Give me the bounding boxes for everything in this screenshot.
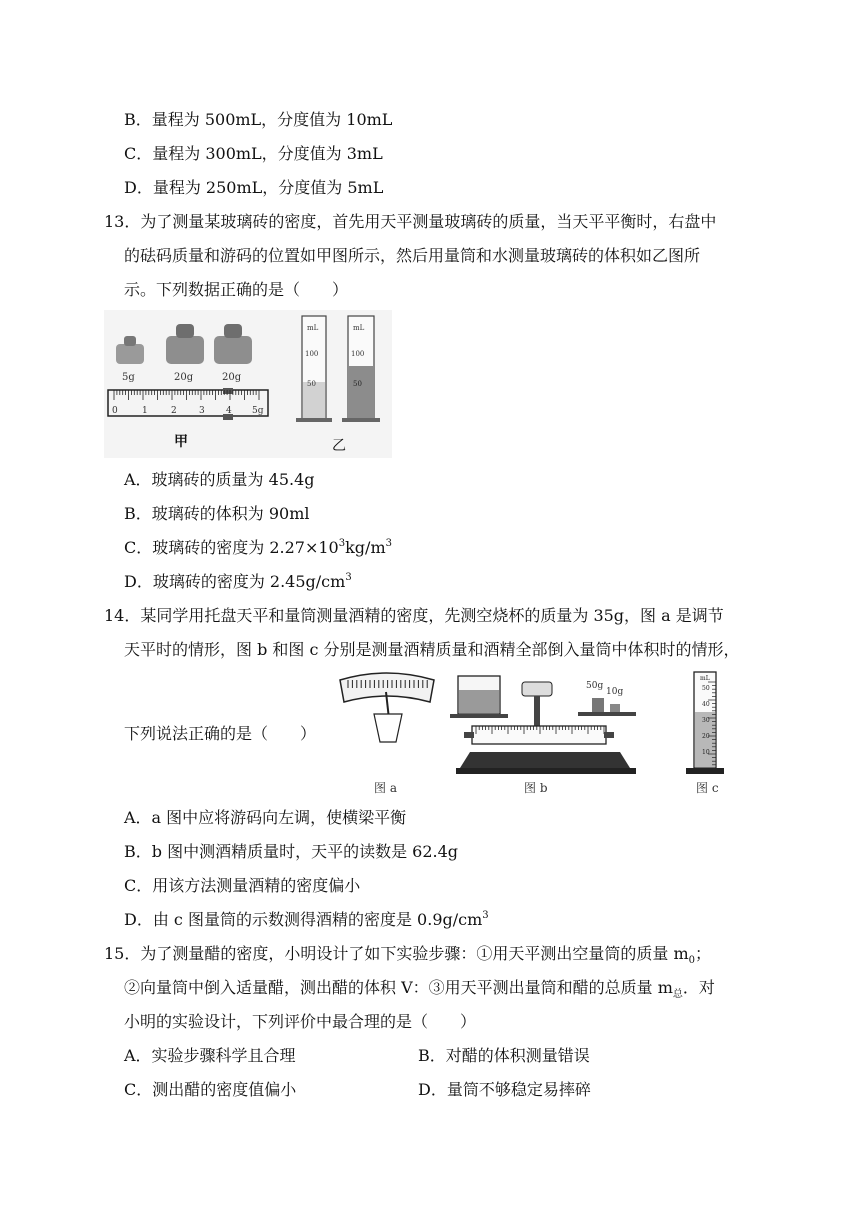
cylc-40: 40 bbox=[702, 701, 710, 708]
q13-stem-line3: 示。下列数据正确的是（ ） bbox=[124, 280, 349, 299]
q14-option-b: B．b 图中测酒精质量时，天平的读数是 62.4g bbox=[124, 842, 459, 861]
cyl1-mark-100: 100 bbox=[305, 350, 319, 358]
cyl2-mark-100: 100 bbox=[351, 350, 365, 358]
q15-option-a: A．实验步骤科学且合理 bbox=[124, 1046, 296, 1065]
scale-tick-4: 4 bbox=[226, 406, 232, 416]
scale-tick-3: 3 bbox=[199, 406, 205, 416]
weight-label-20g-a: 20g bbox=[174, 372, 194, 383]
q15-option-d: D．量筒不够稳定易摔碎 bbox=[418, 1080, 591, 1099]
figure-label-c: 图 c bbox=[696, 781, 719, 795]
weight-label-10g: 10g bbox=[606, 687, 624, 697]
balance-pointer-icon bbox=[340, 673, 434, 742]
scale-tick-5g: 5g bbox=[252, 406, 264, 416]
q13-stem-line1: 13．为了测量某玻璃砖的密度，首先用天平测量玻璃砖的质量，当天平平衡时，右盘中 bbox=[104, 212, 717, 231]
cyl1-mark-50: 50 bbox=[307, 380, 316, 388]
q12-option-c: C．量程为 300mL，分度值为 3mL bbox=[124, 144, 383, 163]
q14-stem-line2: 天平时的情形，图 b 和图 c 分别是测量酒精质量和酒精全部倒入量筒中体积时的情形， bbox=[124, 640, 740, 659]
q14-option-a: A．a 图中应将游码向左调，使横梁平衡 bbox=[124, 808, 407, 827]
cylc-30: 30 bbox=[702, 717, 710, 724]
q13-stem-line2: 的砝码质量和游码的位置如甲图所示，然后用量筒和水测量玻璃砖的体积如乙图所 bbox=[124, 246, 701, 265]
scale-tick-0: 0 bbox=[112, 406, 118, 416]
q14-stem-line1: 14．某同学用托盘天平和量筒测量酒精的密度，先测空烧杯的质量为 35g，图 a 是调节 bbox=[104, 606, 724, 625]
q13-figure bbox=[104, 310, 392, 458]
cylc-50: 50 bbox=[702, 685, 710, 692]
q15-stem-line2: ②向量筒中倒入适量醋，测出醋的体积 V：③用天平测出量筒和醋的总质量 $m_总$．对 bbox=[124, 978, 715, 1001]
q14-option-d: D．由 c 图量筒的示数测得酒精的密度是 $0.9g/cm^3$ bbox=[124, 910, 489, 929]
q12-option-b: B．量程为 500mL，分度值为 10mL bbox=[124, 110, 393, 129]
scale-tick-2: 2 bbox=[171, 406, 177, 416]
q12-option-d: D．量程为 250mL，分度值为 5mL bbox=[124, 178, 384, 197]
figure-label-yi: 乙 bbox=[332, 438, 346, 454]
q15-stem-line3: 小明的实验设计，下列评价中最合理的是（ ） bbox=[124, 1012, 477, 1031]
q14-option-c: C．用该方法测量酒精的密度偏小 bbox=[124, 876, 361, 895]
q14-stem-line3: 下列说法正确的是（ ） bbox=[124, 724, 317, 743]
cyl2-mark-50: 50 bbox=[353, 380, 362, 388]
figure-label-b: 图 b bbox=[524, 781, 548, 795]
scale-tick-1: 1 bbox=[142, 406, 148, 416]
q13-option-b: B．玻璃砖的体积为 90ml bbox=[124, 504, 310, 523]
q15-option-b: B．对醋的体积测量错误 bbox=[418, 1046, 590, 1065]
cylc-10: 10 bbox=[702, 749, 710, 756]
q15-option-c: C．测出醋的密度值偏小 bbox=[124, 1080, 297, 1099]
weight-label-20g-b: 20g bbox=[222, 372, 242, 383]
q15-stem-line1: 15．为了测量醋的密度，小明设计了如下实验步骤：①用天平测出空量筒的质量 $m_0$； bbox=[104, 944, 712, 967]
cylc-20: 20 bbox=[702, 733, 710, 740]
q13-option-c: C．玻璃砖的密度为 $2.27\times 10^3kg/m^3$ bbox=[124, 538, 392, 557]
cyl2-unit: mL bbox=[353, 324, 365, 332]
figure-label-a: 图 a bbox=[374, 781, 397, 795]
q13-option-d: D．玻璃砖的密度为 $2.45g/cm^3$ bbox=[124, 572, 352, 591]
q13-option-a: A．玻璃砖的质量为 45.4g bbox=[124, 470, 315, 489]
weight-label-5g: 5g bbox=[122, 372, 135, 383]
weight-label-50g: 50g bbox=[586, 681, 604, 691]
cyl1-unit: mL bbox=[307, 324, 319, 332]
cylc-unit: mL bbox=[700, 675, 710, 682]
figure-label-jia: 甲 bbox=[174, 434, 188, 450]
q14-figure bbox=[330, 668, 740, 800]
